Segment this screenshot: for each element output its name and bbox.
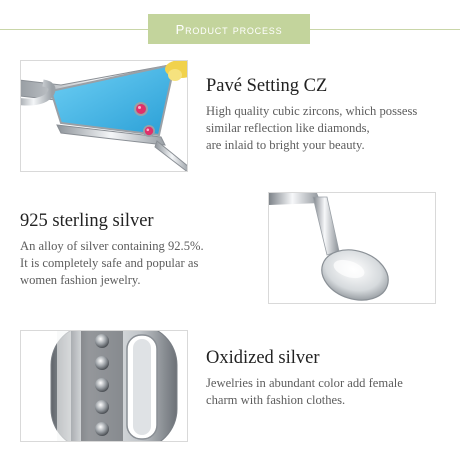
desc-line: women fashion jewelry. (20, 273, 141, 287)
header-rule-left (0, 29, 148, 30)
oxidized-band-closeup-image (20, 330, 188, 442)
section-banner (148, 14, 310, 44)
banner-title: Product process (175, 21, 283, 37)
feature-desc-silver (20, 238, 204, 289)
desc-line: similar reflection like diamonds, (206, 121, 370, 135)
desc-line: Jewelries in abundant color add female (206, 376, 403, 390)
desc-line: charm with fashion clothes. (206, 393, 346, 407)
silver-stem-closeup-image (268, 192, 436, 304)
desc-line: It is completely safe and popular as (20, 256, 199, 270)
feature-desc-pave (206, 103, 417, 154)
feature-title-pave: Pavé Setting CZ (206, 76, 328, 96)
feature-title-silver: 925 sterling silver (20, 211, 154, 231)
enamel-closeup-image (20, 60, 188, 172)
desc-line: are inlaid to bright your beauty. (206, 138, 365, 152)
header-rule-right (310, 29, 460, 30)
desc-line: An alloy of silver containing 92.5%. (20, 239, 204, 253)
desc-line: High quality cubic zircons, which possess (206, 104, 418, 118)
feature-desc-oxidized (206, 375, 403, 409)
feature-title-oxidized: Oxidized silver (206, 348, 320, 368)
